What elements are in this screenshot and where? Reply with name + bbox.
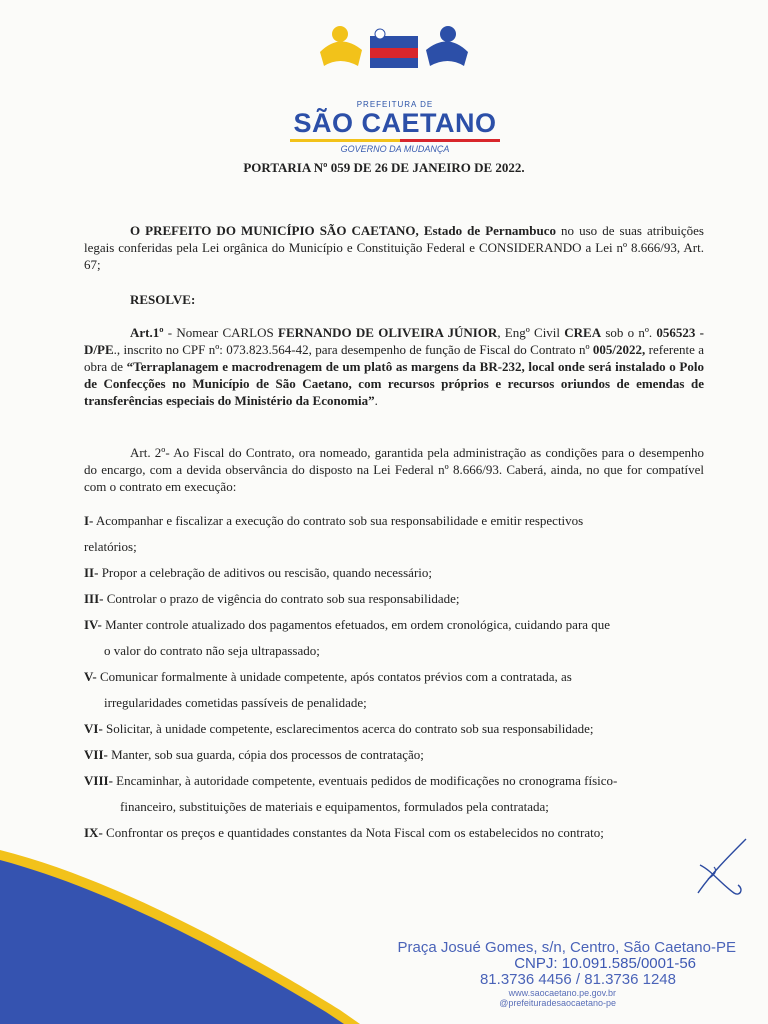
- art1-crea: CREA: [564, 325, 602, 340]
- item-text: Manter controle atualizado dos pagamentos efetuados, em ordem cronológica, cuidando para que: [101, 617, 611, 632]
- document-title: PORTARIA Nº 059 DE 26 DE JANEIRO DE 2022.: [243, 160, 525, 175]
- art2-text: - Ao Fiscal do Contrato, ora nomeado, garantida pela administração as condições para o desempenho do encargo, com a devida observância do disposto na Lei Federal nº 8.666/93. Caberá, ainda, no que for compatível com o contrato em execução:: [84, 445, 704, 494]
- item-number: IV-: [84, 617, 102, 632]
- art1-contract: 005/2022,: [592, 342, 646, 357]
- item-text: Encaminhar, à autoridade competente, eventuais pedidos de modificações no cronograma físico-: [112, 773, 618, 788]
- logo-name: SÃO CAETANO: [293, 108, 497, 138]
- logo-motto: GOVERNO DA MUDANÇA: [340, 144, 450, 154]
- intro-paragraph: [84, 222, 704, 273]
- intro-text: no uso de suas atribuições legais conferidas pela Lei orgânica do Município e Constituição Federal e CONSIDERANDO a Lei nº 8.666/93, Art. 67;: [84, 223, 704, 272]
- resolve-heading: RESOLVE:: [130, 292, 196, 307]
- intro-bold: O PREFEITO DO MUNICÍPIO SÃO CAETANO, Estado de Pernambuco: [130, 223, 556, 238]
- art1-text-5: referente a obra de: [84, 342, 704, 374]
- item-continuation: relatórios;: [84, 539, 137, 554]
- item-number: VII-: [84, 747, 108, 762]
- item-text: Solicitar, à unidade competente, esclarecimentos acerca do contrato sob sua responsabilidade;: [102, 721, 594, 736]
- footer-address: Praça Josué Gomes, s/n, Centro, São Caetano-PE: [397, 939, 736, 956]
- item-text: Propor a celebração de aditivos ou rescisão, quando necessário;: [98, 565, 432, 580]
- item-number: V-: [84, 669, 97, 684]
- list-item: [84, 664, 706, 716]
- city-logo: [280, 22, 510, 154]
- art1-text-3: sob o nº.: [601, 325, 657, 340]
- art1-text-4: ., inscrito no CPF nº: 073.823.564-42, para desempenho de função de Fiscal do Contrato nº: [113, 342, 593, 357]
- art1-text-1: - Nomear CARLOS: [163, 325, 278, 340]
- item-text: Comunicar formalmente à unidade competente, após contatos prévios com a contratada, as: [96, 669, 572, 684]
- item-continuation: financeiro, substituições de materiais e equipamentos, formulados pela contratada;: [120, 799, 549, 814]
- footer-contact: [397, 940, 736, 1008]
- item-number: III-: [84, 591, 104, 606]
- item-continuation: irregularidades cometidas passíveis de penalidade;: [104, 695, 367, 710]
- art1-crea-number: 056523 -D/PE: [84, 325, 704, 357]
- item-number: VI-: [84, 721, 103, 736]
- item-number: IX-: [84, 825, 103, 840]
- list-item: [84, 612, 706, 664]
- footer-instagram: @prefeituradesaocaetano-pe: [499, 998, 616, 1008]
- item-number: II-: [84, 565, 99, 580]
- list-item: [84, 586, 706, 612]
- item-number: VIII-: [84, 773, 113, 788]
- item-text: Controlar o prazo de vigência do contrato sob sua responsabilidade;: [103, 591, 460, 606]
- item-text: Confrontar os preços e quantidades constantes da Nota Fiscal com os estabelecidos no contrato;: [102, 825, 604, 840]
- article-2: [84, 444, 704, 495]
- art1-text-2: , Engº Civil: [497, 325, 565, 340]
- item-text: Manter, sob sua guarda, cópia dos processos de contratação;: [107, 747, 424, 762]
- item-text: Acompanhar e fiscalizar a execução do contrato sob sua responsabilidade e emitir respectivos: [93, 513, 584, 528]
- list-item: [84, 742, 706, 768]
- article-1: [84, 324, 704, 409]
- logo-rule: [290, 139, 500, 142]
- list-item: [84, 508, 706, 560]
- footer-website: www.saocaetano.pe.gov.br: [508, 988, 616, 998]
- art1-text-6: .: [374, 393, 378, 408]
- footer-cnpj: CNPJ: 10.091.585/0001-56: [514, 955, 696, 972]
- list-item: [84, 560, 706, 586]
- art1-work: “Terraplanagem e macrodrenagem de um platô as margens da BR-232, local onde será instalado o Polo de Confecções no Município de São Caetano, com recursos próprios e recursos oriundos de emendas de transferências especiais do Ministério da Economia”: [84, 359, 704, 408]
- item-number: I-: [84, 513, 94, 528]
- people-flag-icon: [318, 22, 470, 78]
- art1-name: FERNANDO DE OLIVEIRA JÚNIOR: [278, 325, 498, 340]
- footer-phones: 81.3736 4456 / 81.3736 1248: [479, 971, 676, 988]
- logo-prefix: PREFEITURA DE: [356, 100, 434, 109]
- item-continuation: o valor do contrato não seja ultrapassado;: [104, 643, 320, 658]
- art2-label: Art. 2º: [130, 445, 166, 460]
- art1-label: Art.1º: [130, 325, 164, 340]
- list-item: [84, 716, 706, 742]
- list-item: [84, 768, 706, 820]
- duties-list: [84, 508, 706, 846]
